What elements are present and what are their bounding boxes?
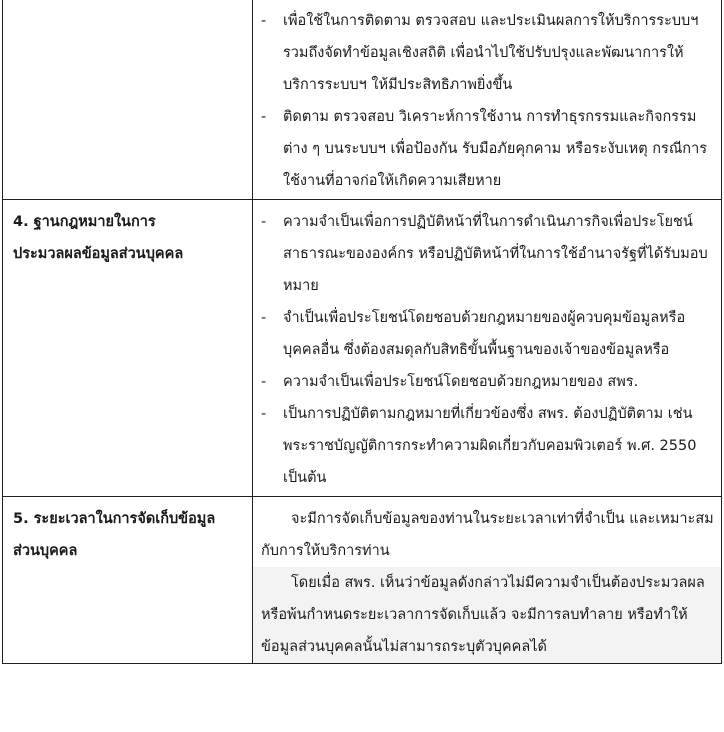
list-item: - เป็นการปฏิบัติตามกฎหมายที่เกี่ยวข้องซึ่ง สพร. ต้องปฏิบัติตาม เช่น พระราชบัญญัติการกระทำความผิดเกี่ยวกับคอมพิวเตอร์ พ.ศ. 2550 เป็นต้น <box>261 398 715 494</box>
row-label <box>3 0 252 5</box>
table-row-purpose-continued <box>3 0 722 200</box>
bullet-dash: - <box>261 310 267 326</box>
bullet-list <box>253 0 721 199</box>
row-content-cell <box>253 0 722 200</box>
bullet-dash: - <box>261 13 267 29</box>
row-label-cell <box>3 200 253 497</box>
bullet-dash: - <box>261 374 267 390</box>
retention-paragraph-deletion: โดยเมื่อ สพร. เห็นว่าข้อมูลดังกล่าวไม่มีความจำเป็นต้องประมวลผล หรือพ้นกำหนดระยะเวลาการจัดเก็บแล้ว จะมีการลบทำลาย หรือทำให้ข้อมูลส่วนบุคคลนั้นไม่สามารถระบุตัวบุคคลได้ <box>253 567 721 663</box>
row-label: 4. ฐานกฎหมายในการ ประมวลผลข้อมูลส่วนบุคคล <box>13 214 184 262</box>
bullet-dash: - <box>261 109 267 125</box>
row-label-cell <box>3 497 253 664</box>
table-row-retention-period <box>3 497 722 664</box>
list-item: - จำเป็นเพื่อประโยชน์โดยชอบด้วยกฎหมายของผู้ควบคุมข้อมูลหรือบุคคลอื่น ซึ่งต้องสมดุลกับสิทธิขั้นพื้นฐานของเจ้าของข้อมูลหรือ <box>261 302 715 366</box>
row-content-cell <box>253 200 722 497</box>
list-item: - ความจำเป็นเพื่อประโยชน์โดยชอบด้วยกฎหมายของ สพร. <box>261 366 715 398</box>
list-item: - เพื่อใช้ในการติดตาม ตรวจสอบ และประเมินผลการให้บริการระบบฯ รวมถึงจัดทำข้อมูลเชิงสถิติ เพื่อนำไปใช้ปรับปรุงและพัฒนาการให้บริการระบบฯ ให้มีประสิทธิภาพยิ่งขึ้น <box>261 5 715 101</box>
policy-table <box>2 0 722 664</box>
bullet-dash: - <box>261 406 267 422</box>
bullet-dash: - <box>261 214 267 230</box>
table-row-legal-basis <box>3 200 722 497</box>
list-item: - ติดตาม ตรวจสอบ วิเคราะห์การใช้งาน การทำธุรกรรมและกิจกรรมต่าง ๆ บนระบบฯ เพื่อป้องกัน รับมือภัยคุกคาม หรือระงับเหตุ กรณีการใช้งานที่อาจก่อให้เกิดความเสียหาย <box>261 101 715 197</box>
row-content-cell <box>253 497 722 664</box>
bullet-list <box>253 200 721 496</box>
row-label-cell <box>3 0 253 200</box>
list-item: - ความจำเป็นเพื่อการปฏิบัติหน้าที่ในการดำเนินภารกิจเพื่อประโยชน์สาธารณะขององค์กร หรือปฏิบัติหน้าที่ในการใช้อำนาจรัฐที่ได้รับมอบหมาย <box>261 206 715 302</box>
row-label: 5. ระยะเวลาในการจัดเก็บข้อมูล ส่วนบุคคล <box>13 511 216 559</box>
retention-paragraph: จะมีการจัดเก็บข้อมูลของท่านในระยะเวลาเท่าที่จำเป็น และเหมาะสมกับการให้บริการท่าน <box>261 511 714 559</box>
